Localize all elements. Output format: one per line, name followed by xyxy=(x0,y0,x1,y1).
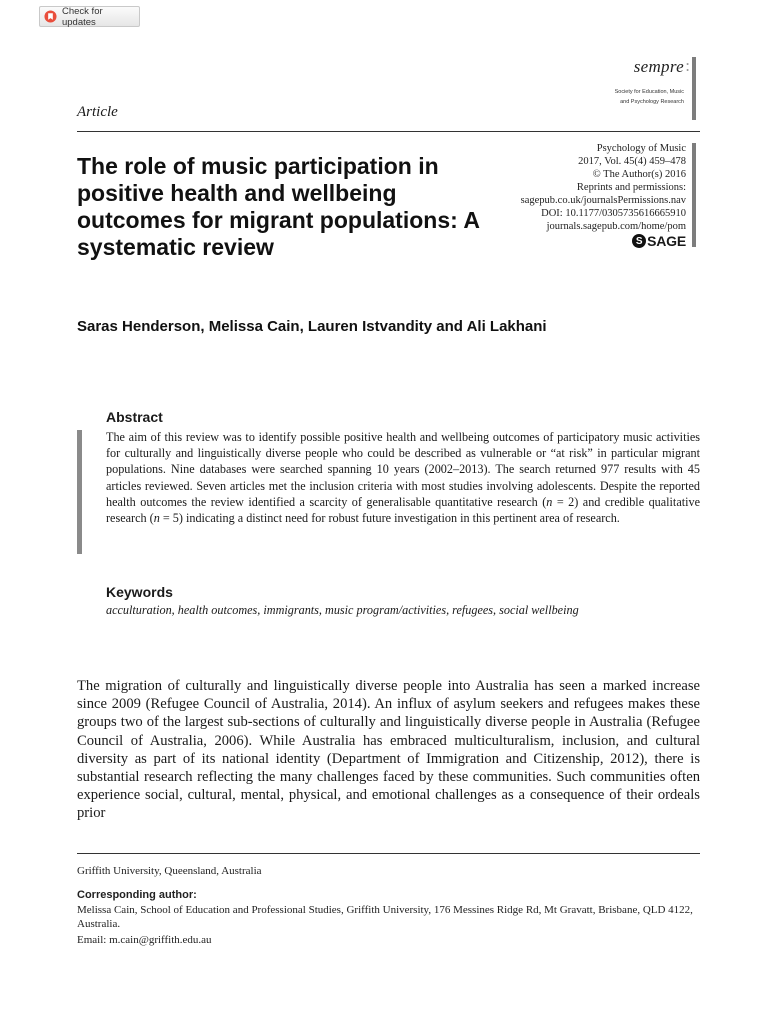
sage-logo xyxy=(632,233,686,249)
doi-link[interactable]: DOI: 10.1177/0305735616665910 xyxy=(541,208,686,219)
corresponding-author-address: Melissa Cain, School of Education and Professional Studies, Griffith University, 176 Messines Ridge Rd, Mt Gravatt, Brisbane, QLD 4122, Australia. xyxy=(77,904,693,930)
copyright-line: © The Author(s) 2016 xyxy=(592,169,686,180)
reprints-label: Reprints and permissions: xyxy=(576,182,686,193)
header-rule xyxy=(77,131,700,132)
keywords-heading: Keywords xyxy=(106,584,173,600)
abstract-text: The aim of this review was to identify possible positive health and wellbeing outcomes of participatory music activities for culturally and linguistically diverse people who could be described as vulnerable or “at risk” in particular migrant populations. Nine databases were searched spanning 10 years (2002–2013). The search returned 977 results with 45 articles reviewed. Seven articles met the inclusion criteria with most studies involving adolescents. Despite the reported health outcomes the review identified a scarcity of generalisable quantitative research (n = 2) and credible qualitative research (n = 5) indicating a distinct need for robust future investigation in this pertinent area of research. xyxy=(106,430,701,526)
sempre-logo: sempre xyxy=(633,57,684,76)
abstract-heading: Abstract xyxy=(106,409,163,425)
journal-citation: 2017, Vol. 45(4) 459–478 xyxy=(578,156,686,167)
sage-logo-text: SAGE xyxy=(647,233,686,249)
check-for-updates-label: Check for updates xyxy=(61,5,103,28)
check-for-updates-button[interactable] xyxy=(39,6,140,27)
journal-link[interactable]: journals.sagepub.com/home/pom xyxy=(546,221,686,232)
sempre-subtitle-line1: Society for Education, Music xyxy=(614,89,684,95)
reprints-link[interactable]: sagepub.co.uk/journalsPermissions.nav xyxy=(520,195,686,206)
logo-divider-bar xyxy=(692,57,696,120)
footnote-rule xyxy=(77,853,700,854)
corresponding-author-email[interactable]: Email: m.cain@griffith.edu.au xyxy=(77,934,212,946)
journal-meta xyxy=(521,142,686,233)
sempre-logo-colon: : xyxy=(685,56,690,75)
abstract-sidebar-rule xyxy=(77,430,82,554)
affiliation: Griffith University, Queensland, Australia xyxy=(77,865,262,877)
corresponding-author-heading: Corresponding author: xyxy=(77,889,197,901)
author-list: Saras Henderson, Melissa Cain, Lauren Istvandity and Ali Lakhani xyxy=(77,318,547,335)
sage-mark-icon: S xyxy=(632,234,646,248)
bookmark-icon xyxy=(44,10,57,23)
article-type-label: Article xyxy=(77,104,118,120)
journal-name: Psychology of Music xyxy=(596,143,686,154)
sempre-subtitle-line2: and Psychology Research xyxy=(620,99,684,105)
keywords-list: acculturation, health outcomes, immigrants, music program/activities, refugees, social wellbeing xyxy=(106,603,579,617)
paper-title: The role of music participation in positive health and wellbeing outcomes for migrant populations: A systematic review xyxy=(77,153,480,260)
body-paragraph: The migration of culturally and linguistically diverse people into Australia has seen a marked increase since 2009 (Refugee Council of Australia, 2014). An influx of asylum seekers and refugees makes these groups two of the largest sub-sections of culturally and linguistically diverse people in Australia (Refugee Council of Australia, 2006). While Australia has embraced multiculturalism, inclusion, and cultural diversity as part of its national identity (Department of Immigration and Citizenship, 2012), there is substantial research reflecting the many challenges faced by these communities. Such communities often experience social, cultural, mental, physical, and emotional challenges as a consequence of their ordeals prior xyxy=(77,678,700,822)
meta-divider-bar xyxy=(692,143,696,247)
